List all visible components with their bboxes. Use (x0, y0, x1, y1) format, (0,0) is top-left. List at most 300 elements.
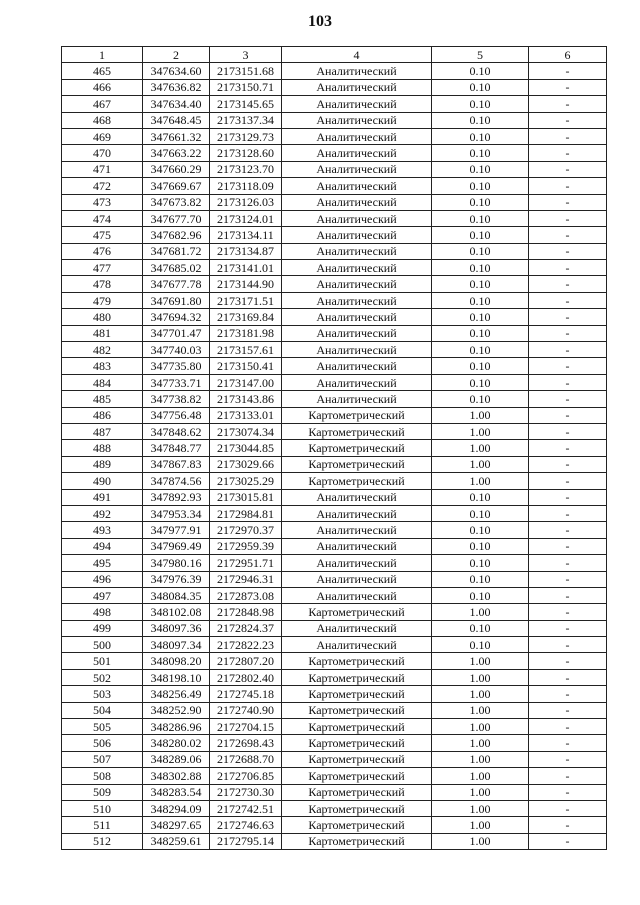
accuracy-cell: 0.10 (432, 145, 529, 161)
method-cell: Картометрический (282, 473, 432, 489)
y-coordinate-cell: 2172706.85 (210, 768, 282, 784)
y-coordinate-cell: 2173134.87 (210, 243, 282, 259)
accuracy-cell: 0.10 (432, 309, 529, 325)
note-cell: - (529, 637, 607, 653)
y-coordinate-cell: 2172873.08 (210, 587, 282, 603)
note-cell: - (529, 768, 607, 784)
accuracy-cell: 0.10 (432, 374, 529, 390)
note-cell: - (529, 522, 607, 538)
table-row (62, 833, 607, 849)
point-number-cell: 508 (62, 768, 143, 784)
point-number-cell: 481 (62, 325, 143, 341)
point-number-cell: 490 (62, 473, 143, 489)
note-cell: - (529, 194, 607, 210)
table-row (62, 604, 607, 620)
method-cell: Аналитический (282, 243, 432, 259)
table-row (62, 79, 607, 95)
x-coordinate-cell: 347677.78 (143, 276, 210, 292)
column-header-5: 5 (432, 47, 529, 63)
y-coordinate-cell: 2173169.84 (210, 309, 282, 325)
accuracy-cell: 1.00 (432, 719, 529, 735)
table-row (62, 653, 607, 669)
y-coordinate-cell: 2173147.00 (210, 374, 282, 390)
accuracy-cell: 1.00 (432, 735, 529, 751)
accuracy-cell: 0.10 (432, 112, 529, 128)
table-row (62, 96, 607, 112)
y-coordinate-cell: 2173181.98 (210, 325, 282, 341)
x-coordinate-cell: 348286.96 (143, 719, 210, 735)
point-number-cell: 479 (62, 292, 143, 308)
point-number-cell: 471 (62, 161, 143, 177)
x-coordinate-cell: 347661.32 (143, 128, 210, 144)
method-cell: Картометрический (282, 784, 432, 800)
note-cell: - (529, 473, 607, 489)
x-coordinate-cell: 347636.82 (143, 79, 210, 95)
method-cell: Аналитический (282, 112, 432, 128)
accuracy-cell: 1.00 (432, 604, 529, 620)
point-number-cell: 488 (62, 440, 143, 456)
accuracy-cell: 0.10 (432, 538, 529, 554)
x-coordinate-cell: 347648.45 (143, 112, 210, 128)
method-cell: Аналитический (282, 276, 432, 292)
y-coordinate-cell: 2172824.37 (210, 620, 282, 636)
method-cell: Аналитический (282, 178, 432, 194)
note-cell: - (529, 243, 607, 259)
method-cell: Аналитический (282, 210, 432, 226)
y-coordinate-cell: 2172822.23 (210, 637, 282, 653)
x-coordinate-cell: 348294.09 (143, 800, 210, 816)
y-coordinate-cell: 2172951.71 (210, 555, 282, 571)
method-cell: Картометрический (282, 800, 432, 816)
point-number-cell: 484 (62, 374, 143, 390)
note-cell: - (529, 423, 607, 439)
accuracy-cell: 0.10 (432, 227, 529, 243)
table-row (62, 112, 607, 128)
method-cell: Картометрический (282, 817, 432, 833)
point-number-cell: 477 (62, 260, 143, 276)
point-number-cell: 468 (62, 112, 143, 128)
note-cell: - (529, 145, 607, 161)
y-coordinate-cell: 2172970.37 (210, 522, 282, 538)
note-cell: - (529, 456, 607, 472)
accuracy-cell: 0.10 (432, 128, 529, 144)
note-cell: - (529, 358, 607, 374)
accuracy-cell: 1.00 (432, 702, 529, 718)
x-coordinate-cell: 348280.02 (143, 735, 210, 751)
table-row (62, 440, 607, 456)
x-coordinate-cell: 347874.56 (143, 473, 210, 489)
method-cell: Картометрический (282, 735, 432, 751)
point-number-cell: 493 (62, 522, 143, 538)
table-row (62, 342, 607, 358)
column-header-2: 2 (143, 47, 210, 63)
note-cell: - (529, 374, 607, 390)
x-coordinate-cell: 347976.39 (143, 571, 210, 587)
x-coordinate-cell: 347677.70 (143, 210, 210, 226)
point-number-cell: 499 (62, 620, 143, 636)
x-coordinate-cell: 347738.82 (143, 391, 210, 407)
x-coordinate-cell: 347733.71 (143, 374, 210, 390)
x-coordinate-cell: 347867.83 (143, 456, 210, 472)
x-coordinate-cell: 348097.34 (143, 637, 210, 653)
table-row (62, 292, 607, 308)
table-row (62, 686, 607, 702)
point-number-cell: 476 (62, 243, 143, 259)
accuracy-cell: 0.10 (432, 489, 529, 505)
x-coordinate-cell: 347685.02 (143, 260, 210, 276)
note-cell: - (529, 128, 607, 144)
point-number-cell: 472 (62, 178, 143, 194)
method-cell: Аналитический (282, 587, 432, 603)
accuracy-cell: 0.10 (432, 505, 529, 521)
table-row (62, 128, 607, 144)
column-header-3: 3 (210, 47, 282, 63)
x-coordinate-cell: 348302.88 (143, 768, 210, 784)
note-cell: - (529, 309, 607, 325)
method-cell: Аналитический (282, 620, 432, 636)
accuracy-cell: 1.00 (432, 473, 529, 489)
note-cell: - (529, 735, 607, 751)
y-coordinate-cell: 2173144.90 (210, 276, 282, 292)
method-cell: Аналитический (282, 79, 432, 95)
accuracy-cell: 1.00 (432, 751, 529, 767)
table-row (62, 63, 607, 79)
method-cell: Аналитический (282, 538, 432, 554)
point-number-cell: 473 (62, 194, 143, 210)
x-coordinate-cell: 347694.32 (143, 309, 210, 325)
y-coordinate-cell: 2173029.66 (210, 456, 282, 472)
note-cell: - (529, 555, 607, 571)
note-cell: - (529, 227, 607, 243)
accuracy-cell: 1.00 (432, 784, 529, 800)
accuracy-cell: 1.00 (432, 800, 529, 816)
table-row (62, 260, 607, 276)
note-cell: - (529, 276, 607, 292)
note-cell: - (529, 407, 607, 423)
note-cell: - (529, 653, 607, 669)
point-number-cell: 470 (62, 145, 143, 161)
method-cell: Картометрический (282, 604, 432, 620)
table-row (62, 391, 607, 407)
note-cell: - (529, 784, 607, 800)
y-coordinate-cell: 2172984.81 (210, 505, 282, 521)
note-cell: - (529, 112, 607, 128)
method-cell: Картометрический (282, 653, 432, 669)
note-cell: - (529, 210, 607, 226)
y-coordinate-cell: 2173044.85 (210, 440, 282, 456)
method-cell: Аналитический (282, 505, 432, 521)
method-cell: Аналитический (282, 358, 432, 374)
table-row (62, 407, 607, 423)
point-number-cell: 492 (62, 505, 143, 521)
table-row (62, 669, 607, 685)
accuracy-cell: 0.10 (432, 276, 529, 292)
method-cell: Аналитический (282, 342, 432, 358)
table-row (62, 210, 607, 226)
x-coordinate-cell: 348252.90 (143, 702, 210, 718)
table-row (62, 571, 607, 587)
method-cell: Аналитический (282, 555, 432, 571)
y-coordinate-cell: 2173150.71 (210, 79, 282, 95)
table-header (62, 47, 607, 63)
note-cell: - (529, 669, 607, 685)
note-cell: - (529, 800, 607, 816)
method-cell: Аналитический (282, 194, 432, 210)
accuracy-cell: 0.10 (432, 358, 529, 374)
point-number-cell: 496 (62, 571, 143, 587)
method-cell: Картометрический (282, 751, 432, 767)
method-cell: Аналитический (282, 325, 432, 341)
y-coordinate-cell: 2173143.86 (210, 391, 282, 407)
table-row (62, 178, 607, 194)
y-coordinate-cell: 2173171.51 (210, 292, 282, 308)
table-row (62, 276, 607, 292)
note-cell: - (529, 440, 607, 456)
y-coordinate-cell: 2173157.61 (210, 342, 282, 358)
x-coordinate-cell: 348297.65 (143, 817, 210, 833)
x-coordinate-cell: 347691.80 (143, 292, 210, 308)
accuracy-cell: 0.10 (432, 243, 529, 259)
y-coordinate-cell: 2173126.03 (210, 194, 282, 210)
point-number-cell: 482 (62, 342, 143, 358)
method-cell: Аналитический (282, 161, 432, 177)
y-coordinate-cell: 2172740.90 (210, 702, 282, 718)
point-number-cell: 474 (62, 210, 143, 226)
method-cell: Картометрический (282, 407, 432, 423)
point-number-cell: 478 (62, 276, 143, 292)
point-number-cell: 503 (62, 686, 143, 702)
accuracy-cell: 0.10 (432, 342, 529, 358)
note-cell: - (529, 325, 607, 341)
x-coordinate-cell: 347682.96 (143, 227, 210, 243)
point-number-cell: 480 (62, 309, 143, 325)
y-coordinate-cell: 2172802.40 (210, 669, 282, 685)
point-number-cell: 483 (62, 358, 143, 374)
note-cell: - (529, 96, 607, 112)
note-cell: - (529, 817, 607, 833)
method-cell: Аналитический (282, 522, 432, 538)
y-coordinate-cell: 2172795.14 (210, 833, 282, 849)
x-coordinate-cell: 347701.47 (143, 325, 210, 341)
accuracy-cell: 0.10 (432, 637, 529, 653)
accuracy-cell: 0.10 (432, 620, 529, 636)
note-cell: - (529, 686, 607, 702)
point-number-cell: 509 (62, 784, 143, 800)
y-coordinate-cell: 2172959.39 (210, 538, 282, 554)
note-cell: - (529, 342, 607, 358)
table-row (62, 227, 607, 243)
method-cell: Картометрический (282, 702, 432, 718)
method-cell: Аналитический (282, 128, 432, 144)
y-coordinate-cell: 2173025.29 (210, 473, 282, 489)
accuracy-cell: 1.00 (432, 833, 529, 849)
point-number-cell: 506 (62, 735, 143, 751)
method-cell: Аналитический (282, 374, 432, 390)
accuracy-cell: 0.10 (432, 79, 529, 95)
point-number-cell: 486 (62, 407, 143, 423)
point-number-cell: 504 (62, 702, 143, 718)
table-row (62, 505, 607, 521)
method-cell: Аналитический (282, 489, 432, 505)
y-coordinate-cell: 2173133.01 (210, 407, 282, 423)
accuracy-cell: 0.10 (432, 325, 529, 341)
accuracy-cell: 1.00 (432, 669, 529, 685)
method-cell: Картометрический (282, 719, 432, 735)
note-cell: - (529, 719, 607, 735)
x-coordinate-cell: 348097.36 (143, 620, 210, 636)
accuracy-cell: 0.10 (432, 194, 529, 210)
y-coordinate-cell: 2173118.09 (210, 178, 282, 194)
point-number-cell: 487 (62, 423, 143, 439)
note-cell: - (529, 571, 607, 587)
note-cell: - (529, 79, 607, 95)
table-row (62, 637, 607, 653)
x-coordinate-cell: 347663.22 (143, 145, 210, 161)
table-row (62, 702, 607, 718)
x-coordinate-cell: 348283.54 (143, 784, 210, 800)
table-row (62, 325, 607, 341)
accuracy-cell: 0.10 (432, 587, 529, 603)
table-row (62, 456, 607, 472)
x-coordinate-cell: 348198.10 (143, 669, 210, 685)
accuracy-cell: 1.00 (432, 817, 529, 833)
page-number: 103 (308, 13, 332, 30)
x-coordinate-cell: 348084.35 (143, 587, 210, 603)
accuracy-cell: 1.00 (432, 653, 529, 669)
note-cell: - (529, 751, 607, 767)
note-cell: - (529, 489, 607, 505)
note-cell: - (529, 292, 607, 308)
point-number-cell: 489 (62, 456, 143, 472)
table-row (62, 194, 607, 210)
y-coordinate-cell: 2173141.01 (210, 260, 282, 276)
point-number-cell: 485 (62, 391, 143, 407)
accuracy-cell: 1.00 (432, 407, 529, 423)
column-header-6: 6 (529, 47, 607, 63)
coordinates-table (61, 46, 607, 850)
point-number-cell: 497 (62, 587, 143, 603)
note-cell: - (529, 63, 607, 79)
y-coordinate-cell: 2173128.60 (210, 145, 282, 161)
point-number-cell: 501 (62, 653, 143, 669)
point-number-cell: 511 (62, 817, 143, 833)
accuracy-cell: 0.10 (432, 161, 529, 177)
note-cell: - (529, 538, 607, 554)
x-coordinate-cell: 347673.82 (143, 194, 210, 210)
x-coordinate-cell: 347634.60 (143, 63, 210, 79)
y-coordinate-cell: 2172848.98 (210, 604, 282, 620)
accuracy-cell: 1.00 (432, 440, 529, 456)
y-coordinate-cell: 2172730.30 (210, 784, 282, 800)
note-cell: - (529, 604, 607, 620)
x-coordinate-cell: 348098.20 (143, 653, 210, 669)
y-coordinate-cell: 2172807.20 (210, 653, 282, 669)
point-number-cell: 467 (62, 96, 143, 112)
y-coordinate-cell: 2172746.63 (210, 817, 282, 833)
x-coordinate-cell: 347756.48 (143, 407, 210, 423)
accuracy-cell: 0.10 (432, 555, 529, 571)
point-number-cell: 494 (62, 538, 143, 554)
x-coordinate-cell: 348102.08 (143, 604, 210, 620)
accuracy-cell: 1.00 (432, 456, 529, 472)
method-cell: Картометрический (282, 768, 432, 784)
note-cell: - (529, 620, 607, 636)
x-coordinate-cell: 347969.49 (143, 538, 210, 554)
x-coordinate-cell: 347977.91 (143, 522, 210, 538)
table-row (62, 538, 607, 554)
note-cell: - (529, 391, 607, 407)
y-coordinate-cell: 2172742.51 (210, 800, 282, 816)
table-row (62, 522, 607, 538)
point-number-cell: 510 (62, 800, 143, 816)
table-row (62, 587, 607, 603)
method-cell: Картометрический (282, 440, 432, 456)
table-row (62, 555, 607, 571)
header-row (62, 47, 607, 63)
y-coordinate-cell: 2172745.18 (210, 686, 282, 702)
note-cell: - (529, 505, 607, 521)
y-coordinate-cell: 2173074.34 (210, 423, 282, 439)
point-number-cell: 507 (62, 751, 143, 767)
table-row (62, 161, 607, 177)
point-number-cell: 498 (62, 604, 143, 620)
table-row (62, 358, 607, 374)
method-cell: Аналитический (282, 96, 432, 112)
x-coordinate-cell: 347681.72 (143, 243, 210, 259)
point-number-cell: 491 (62, 489, 143, 505)
table-row (62, 817, 607, 833)
table-row (62, 768, 607, 784)
table-row (62, 751, 607, 767)
x-coordinate-cell: 347634.40 (143, 96, 210, 112)
y-coordinate-cell: 2173137.34 (210, 112, 282, 128)
column-header-4: 4 (282, 47, 432, 63)
note-cell: - (529, 702, 607, 718)
y-coordinate-cell: 2173015.81 (210, 489, 282, 505)
y-coordinate-cell: 2173123.70 (210, 161, 282, 177)
method-cell: Аналитический (282, 63, 432, 79)
note-cell: - (529, 260, 607, 276)
y-coordinate-cell: 2173134.11 (210, 227, 282, 243)
accuracy-cell: 0.10 (432, 391, 529, 407)
accuracy-cell: 0.10 (432, 63, 529, 79)
y-coordinate-cell: 2173151.68 (210, 63, 282, 79)
method-cell: Картометрический (282, 686, 432, 702)
table-row (62, 309, 607, 325)
x-coordinate-cell: 347740.03 (143, 342, 210, 358)
x-coordinate-cell: 348289.06 (143, 751, 210, 767)
table-row (62, 145, 607, 161)
table-body (62, 63, 607, 850)
x-coordinate-cell: 347848.62 (143, 423, 210, 439)
x-coordinate-cell: 348259.61 (143, 833, 210, 849)
point-number-cell: 505 (62, 719, 143, 735)
x-coordinate-cell: 347892.93 (143, 489, 210, 505)
column-header-1: 1 (62, 47, 143, 63)
accuracy-cell: 0.10 (432, 96, 529, 112)
table-row (62, 374, 607, 390)
accuracy-cell: 0.10 (432, 178, 529, 194)
method-cell: Аналитический (282, 260, 432, 276)
accuracy-cell: 0.10 (432, 210, 529, 226)
point-number-cell: 512 (62, 833, 143, 849)
method-cell: Аналитический (282, 292, 432, 308)
y-coordinate-cell: 2173124.01 (210, 210, 282, 226)
method-cell: Аналитический (282, 309, 432, 325)
accuracy-cell: 0.10 (432, 292, 529, 308)
y-coordinate-cell: 2173150.41 (210, 358, 282, 374)
table-row (62, 423, 607, 439)
